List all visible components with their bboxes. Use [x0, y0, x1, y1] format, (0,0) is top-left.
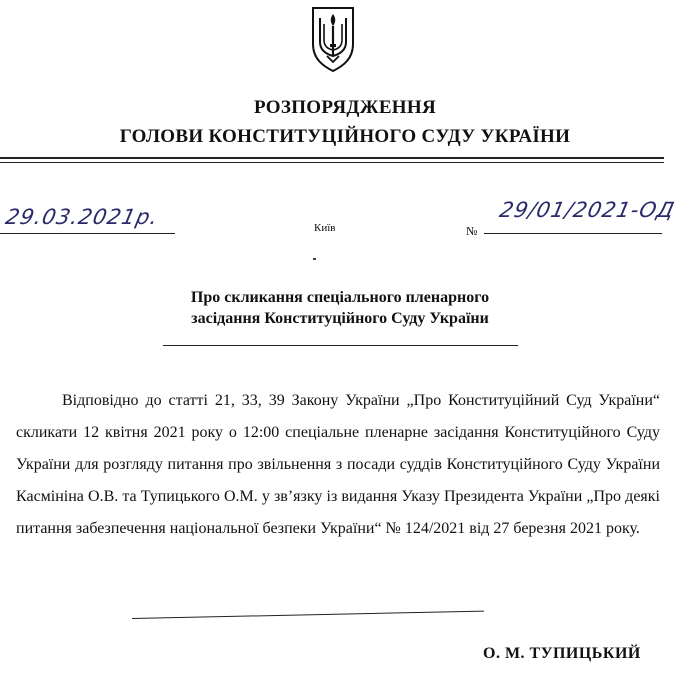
handwritten-date: 29.03.2021р. [3, 205, 161, 229]
number-underline [484, 233, 662, 234]
trident-emblem-icon [307, 4, 359, 74]
subject-line-2: засідання Конституційного Суду України [191, 310, 489, 327]
handwritten-number: 29/01/2021-ОД [497, 198, 678, 222]
subject-title [120, 287, 560, 329]
subject-line-1: Про скликання спеціального пленарного [190, 289, 490, 306]
number-label: № [466, 224, 478, 238]
city-label: Київ [314, 222, 336, 234]
header-divider-thick [0, 157, 664, 159]
issuer-heading: ГОЛОВИ КОНСТИТУЦІЙНОГО СУДУ УКРАЇНИ [119, 126, 571, 147]
document-type-heading: РОЗПОРЯДЖЕННЯ [254, 97, 436, 118]
signature-line [132, 611, 484, 619]
signatory-name: О. М. ТУПИЦЬКИЙ [483, 645, 641, 662]
body-paragraph: Відповідно до статті 21, 33, 39 Закону України „Про Конституційний Суд України“ скликати 12 квітня 2021 року о 12:00 спеціальне пленарне засідання Конституційного Суду України для розгляду питання про звільнення з посади суддів Конституційного Суду України Касмініна О.В. та Тупицького О.М. у зв’язку із видання Указу Президента України „Про деякі питання забезпечення національної безпеки України“ № 124/2021 від 27 березня 2021 року. [16, 392, 660, 537]
header-divider-thin [0, 162, 664, 163]
date-underline [0, 233, 175, 234]
subject-underline [163, 345, 518, 346]
stray-mark [313, 258, 316, 260]
